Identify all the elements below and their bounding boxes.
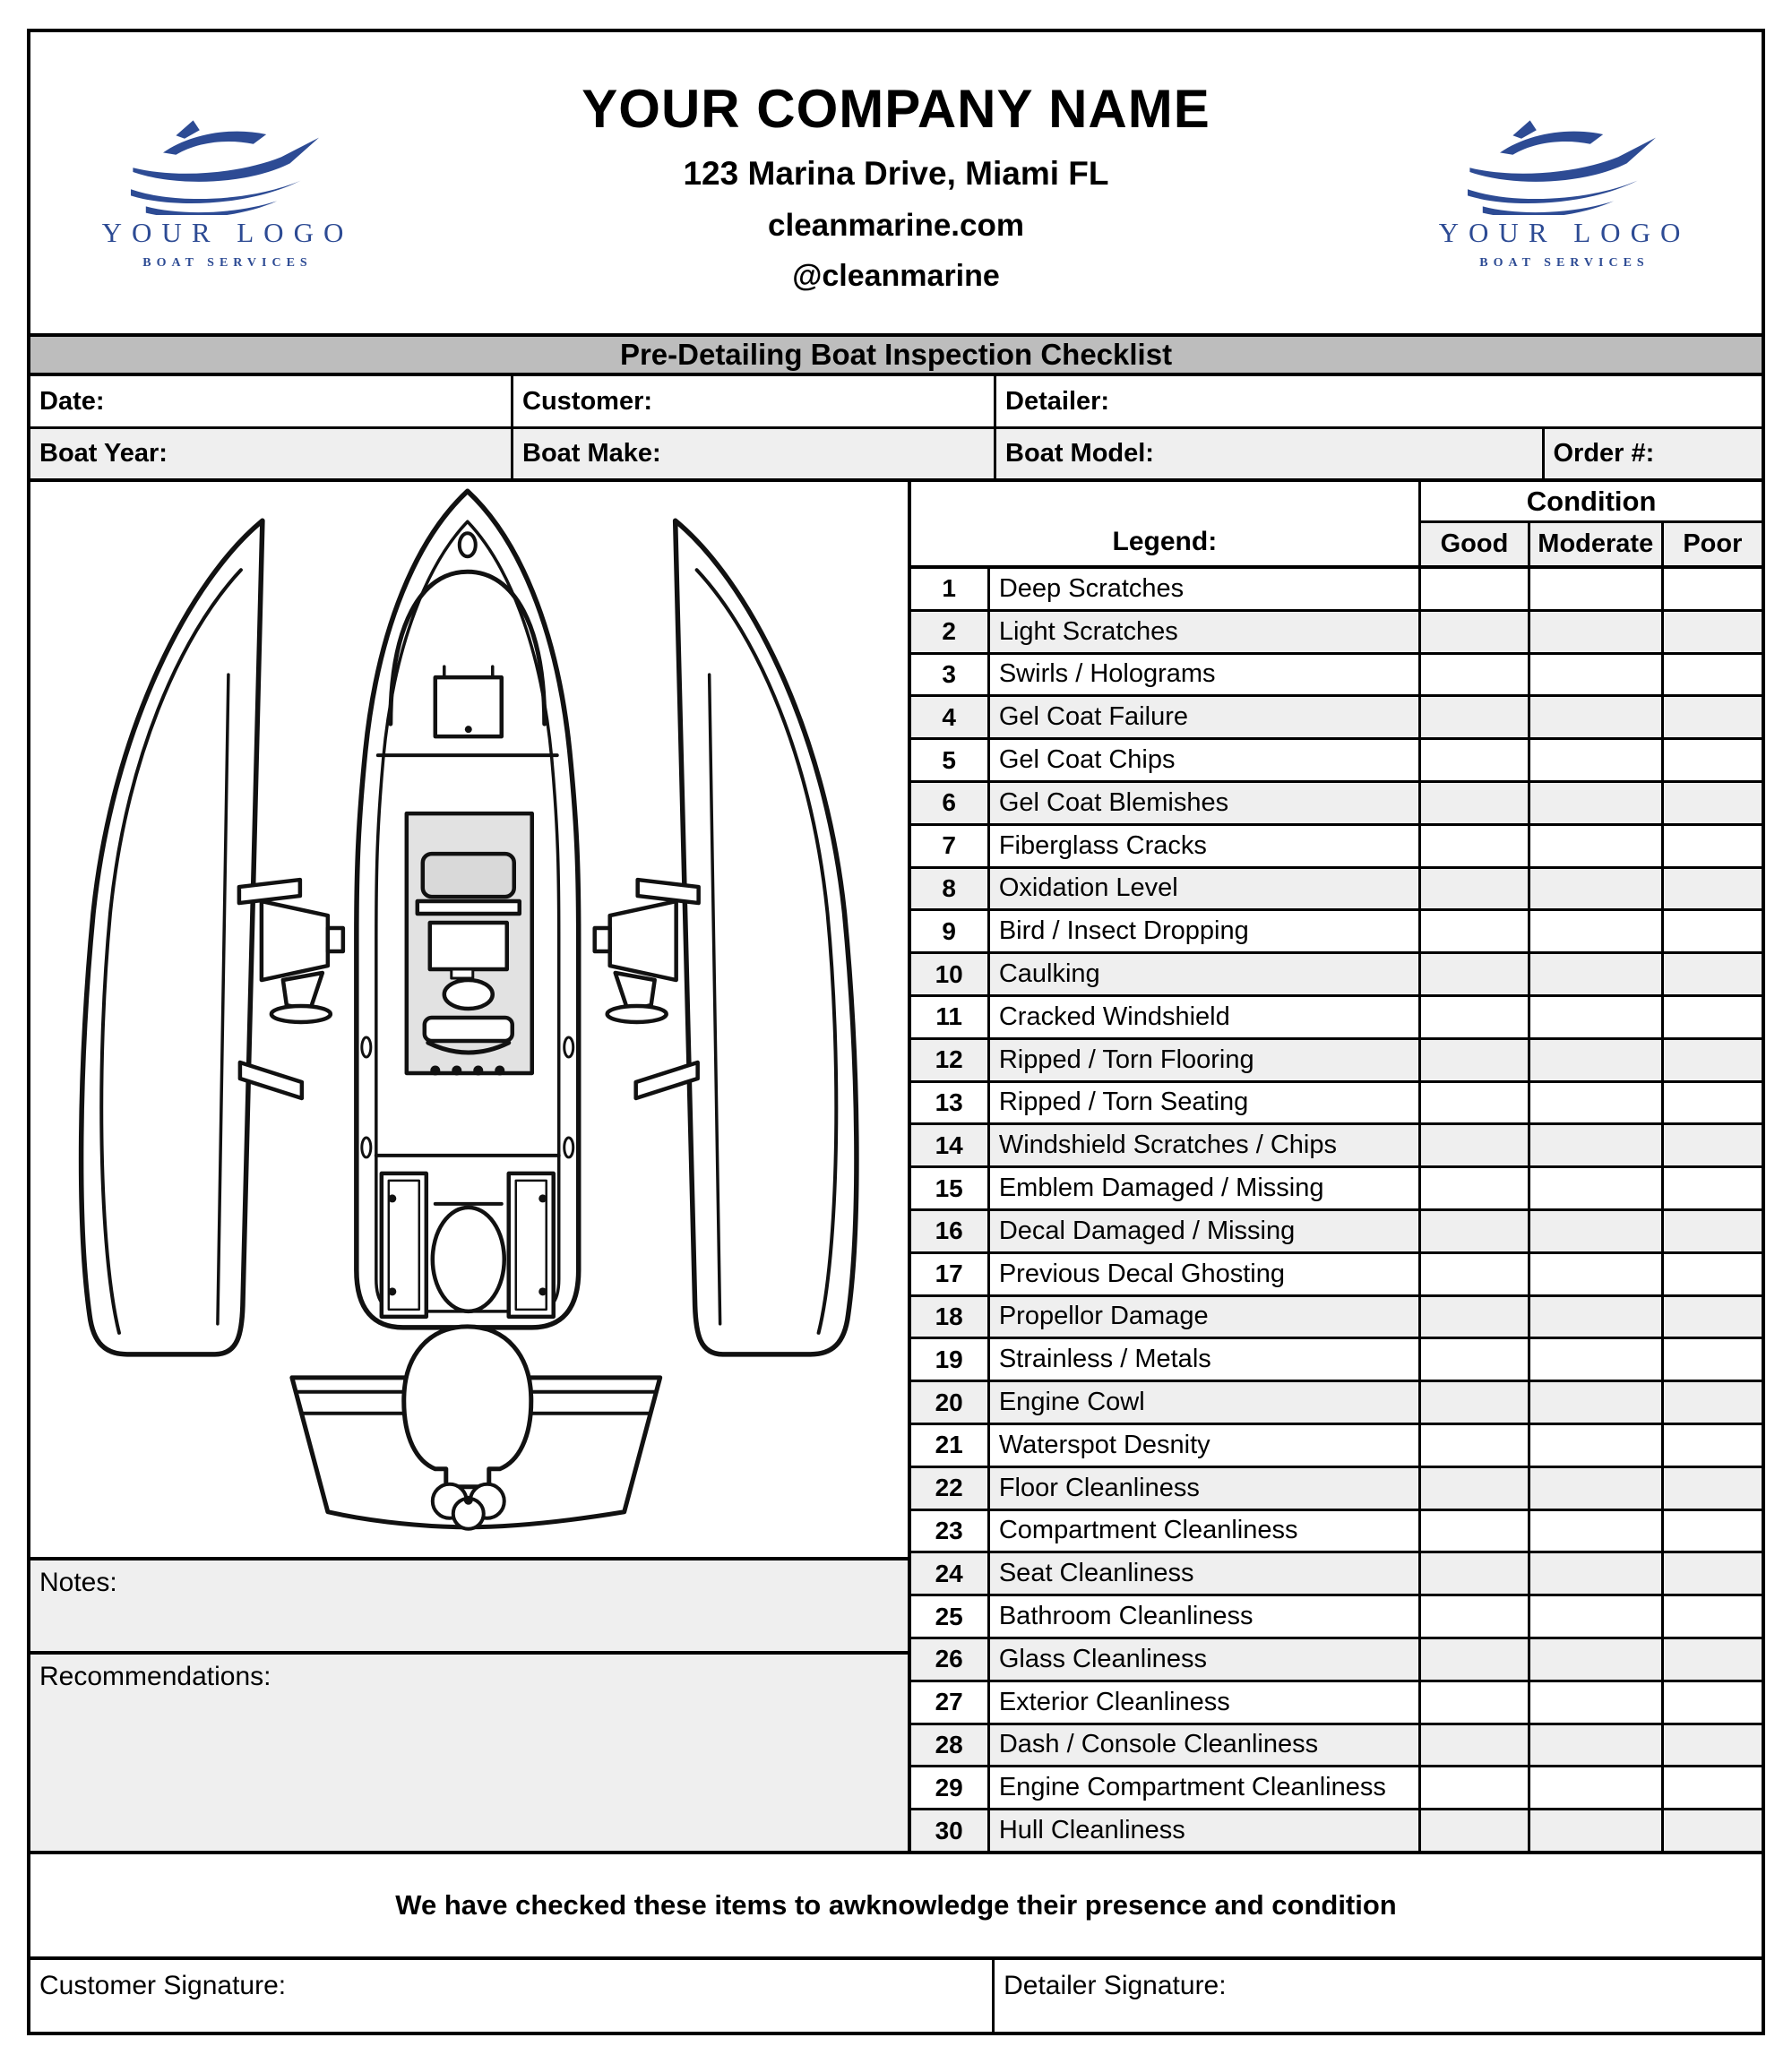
condition-cell-moderate[interactable] <box>1530 655 1664 695</box>
checklist-row <box>911 1382 1762 1425</box>
boat-year-field <box>30 429 513 478</box>
company-social-handle: @cleanmarine <box>792 258 1000 293</box>
checklist-row <box>911 569 1762 612</box>
checklist-row <box>911 1511 1762 1554</box>
boat-make-label: Boat Make: <box>522 439 661 468</box>
condition-cell-good[interactable] <box>1421 1468 1530 1509</box>
condition-cell-moderate[interactable] <box>1530 911 1664 951</box>
order-number-value[interactable] <box>1654 429 1762 478</box>
condition-cell-poor[interactable] <box>1664 1511 1762 1552</box>
signature-row <box>30 1960 1762 2032</box>
checklist-row <box>911 826 1762 869</box>
condition-cell-good[interactable] <box>1421 826 1530 866</box>
item-number: 9 <box>911 911 990 951</box>
condition-cell-moderate[interactable] <box>1530 1211 1664 1251</box>
item-label: Gel Coat Failure <box>990 697 1421 737</box>
checklist-row <box>911 1553 1762 1596</box>
item-number: 23 <box>911 1511 990 1552</box>
condition-cell-moderate[interactable] <box>1530 1639 1664 1680</box>
company-info <box>425 73 1367 294</box>
condition-cell-good[interactable] <box>1421 1425 1530 1466</box>
item-label: Gel Coat Chips <box>990 740 1421 780</box>
condition-cell-moderate[interactable] <box>1530 783 1664 823</box>
checklist-body <box>911 569 1762 1851</box>
item-number: 20 <box>911 1382 990 1423</box>
legend-header-cell: Legend: <box>911 482 1422 565</box>
condition-cell-moderate[interactable] <box>1530 954 1664 994</box>
item-label: Propellor Damage <box>990 1297 1421 1337</box>
condition-cell-good[interactable] <box>1421 954 1530 994</box>
checklist-row <box>911 783 1762 826</box>
condition-cell-poor[interactable] <box>1664 1040 1762 1080</box>
info-row-2 <box>30 429 1762 482</box>
condition-cell-good[interactable] <box>1421 1297 1530 1337</box>
condition-cell-good[interactable] <box>1421 997 1530 1037</box>
condition-cell-good[interactable] <box>1421 1339 1530 1380</box>
condition-cell-good[interactable] <box>1421 1810 1530 1851</box>
checklist-row <box>911 1810 1762 1851</box>
boat-logo-icon <box>116 107 340 215</box>
item-label: Engine Cowl <box>990 1382 1421 1423</box>
detailer-value[interactable] <box>1109 376 1762 426</box>
detailer-signature-field[interactable] <box>995 1960 1762 2032</box>
item-label: Seat Cleanliness <box>990 1553 1421 1594</box>
item-label: Hull Cleanliness <box>990 1810 1421 1851</box>
condition-cell-poor[interactable] <box>1664 1639 1762 1680</box>
customer-field <box>513 376 996 426</box>
main-area <box>30 482 1762 1854</box>
boat-model-label: Boat Model: <box>1005 439 1154 468</box>
logo-subtext: BOAT SERVICES <box>1479 256 1650 270</box>
boat-year-label: Boat Year: <box>39 439 168 468</box>
company-website: cleanmarine.com <box>768 207 1024 243</box>
condition-cell-moderate[interactable] <box>1530 1425 1664 1466</box>
item-number: 10 <box>911 954 990 994</box>
boat-make-value[interactable] <box>661 429 994 478</box>
condition-cell-poor[interactable] <box>1664 1339 1762 1380</box>
condition-cell-poor[interactable] <box>1664 1211 1762 1251</box>
checklist-row <box>911 1639 1762 1682</box>
item-number: 29 <box>911 1767 990 1808</box>
boat-diagram <box>30 482 908 1557</box>
item-label: Ripped / Torn Flooring <box>990 1040 1421 1080</box>
company-name: YOUR COMPANY NAME <box>582 78 1210 139</box>
boat-year-value[interactable] <box>168 429 511 478</box>
item-label: Windshield Scratches / Chips <box>990 1125 1421 1165</box>
condition-cell-poor[interactable] <box>1664 954 1762 994</box>
condition-cell-poor[interactable] <box>1664 1596 1762 1637</box>
item-number: 4 <box>911 697 990 737</box>
item-label: Compartment Cleanliness <box>990 1511 1421 1552</box>
condition-cell-poor[interactable] <box>1664 826 1762 866</box>
condition-cell-poor[interactable] <box>1664 740 1762 780</box>
condition-cell-poor[interactable] <box>1664 1125 1762 1165</box>
item-number: 18 <box>911 1297 990 1337</box>
condition-cell-moderate[interactable] <box>1530 1553 1664 1594</box>
condition-cell-moderate[interactable] <box>1530 1168 1664 1208</box>
condition-cell-good[interactable] <box>1421 1553 1530 1594</box>
condition-cell-good[interactable] <box>1421 612 1530 652</box>
item-label: Deep Scratches <box>990 569 1421 609</box>
boat-logo-icon <box>1452 107 1676 215</box>
date-value[interactable] <box>105 376 512 426</box>
condition-cell-good[interactable] <box>1421 869 1530 909</box>
company-header <box>30 32 1762 333</box>
checklist-row <box>911 997 1762 1040</box>
condition-cell-poor[interactable] <box>1664 911 1762 951</box>
detailer-label: Detailer: <box>1005 386 1110 416</box>
condition-cell-good[interactable] <box>1421 697 1530 737</box>
checklist-table <box>908 482 1762 1851</box>
condition-cell-good[interactable] <box>1421 1725 1530 1766</box>
condition-cell-moderate[interactable] <box>1530 1083 1664 1123</box>
item-label: Waterspot Desnity <box>990 1425 1421 1466</box>
checklist-row <box>911 697 1762 740</box>
checklist-row <box>911 954 1762 997</box>
item-label: Engine Compartment Cleanliness <box>990 1767 1421 1808</box>
item-number: 5 <box>911 740 990 780</box>
condition-cell-poor[interactable] <box>1664 1553 1762 1594</box>
condition-cell-moderate[interactable] <box>1530 1725 1664 1766</box>
document <box>27 29 1765 2035</box>
item-number: 28 <box>911 1725 990 1766</box>
condition-cell-moderate[interactable] <box>1530 1468 1664 1509</box>
condition-cell-poor[interactable] <box>1664 1254 1762 1294</box>
boat-stern-view <box>292 1327 660 1529</box>
condition-cell-poor[interactable] <box>1664 1725 1762 1766</box>
checklist-row <box>911 1767 1762 1810</box>
notes-label: Notes: <box>39 1568 117 1597</box>
condition-cell-moderate[interactable] <box>1530 1040 1664 1080</box>
condition-cell-moderate[interactable] <box>1530 1382 1664 1423</box>
boat-top-view <box>357 491 579 1328</box>
customer-value[interactable] <box>652 376 994 426</box>
condition-cell-good[interactable] <box>1421 1254 1530 1294</box>
item-number: 2 <box>911 612 990 652</box>
condition-cell-poor[interactable] <box>1664 697 1762 737</box>
condition-cell-poor[interactable] <box>1664 655 1762 695</box>
condition-cell-poor[interactable] <box>1664 783 1762 823</box>
checklist-row <box>911 1040 1762 1083</box>
item-number: 25 <box>911 1596 990 1637</box>
condition-cell-good[interactable] <box>1421 911 1530 951</box>
condition-cell-poor[interactable] <box>1664 1083 1762 1123</box>
item-label: Strainless / Metals <box>990 1339 1421 1380</box>
item-number: 24 <box>911 1553 990 1594</box>
item-label: Previous Decal Ghosting <box>990 1254 1421 1294</box>
condition-cell-moderate[interactable] <box>1530 1254 1664 1294</box>
logo-text: YOUR LOGO <box>1438 217 1691 248</box>
date-label: Date: <box>39 386 105 416</box>
acknowledgment-text: We have checked these items to awknowledge their presence and condition <box>30 1854 1762 1960</box>
order-number-field <box>1545 429 1762 478</box>
item-label: Caulking <box>990 954 1421 994</box>
item-number: 14 <box>911 1125 990 1165</box>
condition-cell-moderate[interactable] <box>1530 569 1664 609</box>
item-number: 3 <box>911 655 990 695</box>
condition-cell-moderate[interactable] <box>1530 997 1664 1037</box>
item-number: 30 <box>911 1810 990 1851</box>
condition-cell-poor[interactable] <box>1664 869 1762 909</box>
boat-make-field <box>513 429 996 478</box>
condition-cell-poor[interactable] <box>1664 1767 1762 1808</box>
recommendations-section[interactable] <box>30 1651 908 1851</box>
boat-side-view-starboard <box>595 520 857 1354</box>
boat-model-value[interactable] <box>1154 429 1542 478</box>
item-label: Light Scratches <box>990 612 1421 652</box>
item-number: 21 <box>911 1425 990 1466</box>
item-label: Ripped / Torn Seating <box>990 1083 1421 1123</box>
condition-cell-poor[interactable] <box>1664 569 1762 609</box>
checklist-row <box>911 1425 1762 1468</box>
condition-cell-good[interactable] <box>1421 1382 1530 1423</box>
boat-side-view-port <box>82 520 343 1354</box>
checklist-row <box>911 612 1762 655</box>
checklist-row <box>911 1083 1762 1126</box>
condition-cell-good[interactable] <box>1421 1596 1530 1637</box>
item-number: 8 <box>911 869 990 909</box>
item-number: 7 <box>911 826 990 866</box>
condition-cell-moderate[interactable] <box>1530 1297 1664 1337</box>
condition-cell-poor[interactable] <box>1664 1297 1762 1337</box>
item-label: Decal Damaged / Missing <box>990 1211 1421 1251</box>
item-label: Cracked Windshield <box>990 997 1421 1037</box>
condition-cell-poor[interactable] <box>1664 1425 1762 1466</box>
condition-cell-poor[interactable] <box>1664 1168 1762 1208</box>
logo-subtext: BOAT SERVICES <box>142 256 313 270</box>
condition-cell-good[interactable] <box>1421 1040 1530 1080</box>
checklist-row <box>911 1254 1762 1297</box>
item-number: 13 <box>911 1083 990 1123</box>
condition-cell-poor[interactable] <box>1664 1382 1762 1423</box>
condition-cell-moderate[interactable] <box>1530 1810 1664 1851</box>
condition-cell-moderate[interactable] <box>1530 1596 1664 1637</box>
item-label: Bird / Insect Dropping <box>990 911 1421 951</box>
item-label: Floor Cleanliness <box>990 1468 1421 1509</box>
checklist-row <box>911 1725 1762 1768</box>
condition-cell-good[interactable] <box>1421 1682 1530 1723</box>
logo-text: YOUR LOGO <box>101 217 354 248</box>
item-number: 26 <box>911 1639 990 1680</box>
notes-section[interactable] <box>30 1557 908 1651</box>
checklist-row <box>911 1339 1762 1382</box>
item-label: Bathroom Cleanliness <box>990 1596 1421 1637</box>
item-number: 15 <box>911 1168 990 1208</box>
condition-cell-good[interactable] <box>1421 569 1530 609</box>
customer-signature-field[interactable] <box>30 1960 995 2032</box>
checklist-row <box>911 740 1762 783</box>
document-title: Pre-Detailing Boat Inspection Checklist <box>30 333 1762 376</box>
condition-cell-moderate[interactable] <box>1530 612 1664 652</box>
condition-cell-moderate[interactable] <box>1530 1125 1664 1165</box>
checklist-row <box>911 1468 1762 1511</box>
checklist-header <box>911 482 1762 569</box>
checklist-row <box>911 1125 1762 1168</box>
condition-cell-good[interactable] <box>1421 1125 1530 1165</box>
condition-cell-poor[interactable] <box>1664 1810 1762 1851</box>
item-label: Fiberglass Cracks <box>990 826 1421 866</box>
condition-cell-good[interactable] <box>1421 1211 1530 1251</box>
condition-header-cell: Condition <box>1421 482 1762 523</box>
item-number: 19 <box>911 1339 990 1380</box>
item-number: 1 <box>911 569 990 609</box>
boat-model-field <box>996 429 1544 478</box>
detailer-signature-label: Detailer Signature: <box>1004 1971 1227 2000</box>
item-label: Dash / Console Cleanliness <box>990 1725 1421 1766</box>
detailer-field <box>996 376 1762 426</box>
left-column <box>30 482 908 1851</box>
item-label: Glass Cleanliness <box>990 1639 1421 1680</box>
checklist-row <box>911 655 1762 698</box>
condition-cell-good[interactable] <box>1421 783 1530 823</box>
condition-cell-moderate[interactable] <box>1530 697 1664 737</box>
item-number: 6 <box>911 783 990 823</box>
condition-cell-poor[interactable] <box>1664 1468 1762 1509</box>
date-field <box>30 376 513 426</box>
condition-cell-good[interactable] <box>1421 1083 1530 1123</box>
recommendations-label: Recommendations: <box>39 1662 271 1691</box>
item-number: 22 <box>911 1468 990 1509</box>
company-address: 123 Marina Drive, Miami FL <box>683 154 1109 192</box>
checklist-row <box>911 1682 1762 1725</box>
item-number: 27 <box>911 1682 990 1723</box>
checklist-row <box>911 1168 1762 1211</box>
checklist-row <box>911 1297 1762 1340</box>
condition-columns <box>1421 523 1762 565</box>
condition-cell-moderate[interactable] <box>1530 1767 1664 1808</box>
condition-cell-moderate[interactable] <box>1530 869 1664 909</box>
column-header-poor: Poor <box>1664 523 1762 565</box>
checklist-row <box>911 869 1762 912</box>
checklist-row <box>911 911 1762 954</box>
logo-left <box>30 95 425 271</box>
condition-cell-moderate[interactable] <box>1530 1682 1664 1723</box>
customer-label: Customer: <box>522 386 653 416</box>
item-label: Emblem Damaged / Missing <box>990 1168 1421 1208</box>
condition-cell-moderate[interactable] <box>1530 1339 1664 1380</box>
item-number: 16 <box>911 1211 990 1251</box>
condition-cell-moderate[interactable] <box>1530 826 1664 866</box>
condition-cell-good[interactable] <box>1421 1639 1530 1680</box>
item-number: 12 <box>911 1040 990 1080</box>
boat-diagram-cell <box>30 482 908 1557</box>
condition-cell-good[interactable] <box>1421 1168 1530 1208</box>
condition-cell-good[interactable] <box>1421 1767 1530 1808</box>
item-number: 17 <box>911 1254 990 1294</box>
customer-signature-label: Customer Signature: <box>39 1971 287 2000</box>
condition-cell-poor[interactable] <box>1664 997 1762 1037</box>
item-number: 11 <box>911 997 990 1037</box>
condition-cell-poor[interactable] <box>1664 612 1762 652</box>
condition-cell-good[interactable] <box>1421 655 1530 695</box>
item-label: Gel Coat Blemishes <box>990 783 1421 823</box>
item-label: Oxidation Level <box>990 869 1421 909</box>
info-row-1 <box>30 376 1762 429</box>
item-label: Swirls / Holograms <box>990 655 1421 695</box>
checklist-row <box>911 1596 1762 1639</box>
condition-cell-good[interactable] <box>1421 740 1530 780</box>
item-label: Exterior Cleanliness <box>990 1682 1421 1723</box>
condition-cell-moderate[interactable] <box>1530 1511 1664 1552</box>
condition-cell-good[interactable] <box>1421 1511 1530 1552</box>
condition-cell-poor[interactable] <box>1664 1682 1762 1723</box>
condition-cell-moderate[interactable] <box>1530 740 1664 780</box>
column-header-good: Good <box>1421 523 1530 565</box>
order-number-label: Order #: <box>1553 439 1655 468</box>
condition-header-block <box>1421 482 1762 565</box>
column-header-moderate: Moderate <box>1530 523 1664 565</box>
checklist-row <box>911 1211 1762 1254</box>
logo-right <box>1367 95 1762 271</box>
